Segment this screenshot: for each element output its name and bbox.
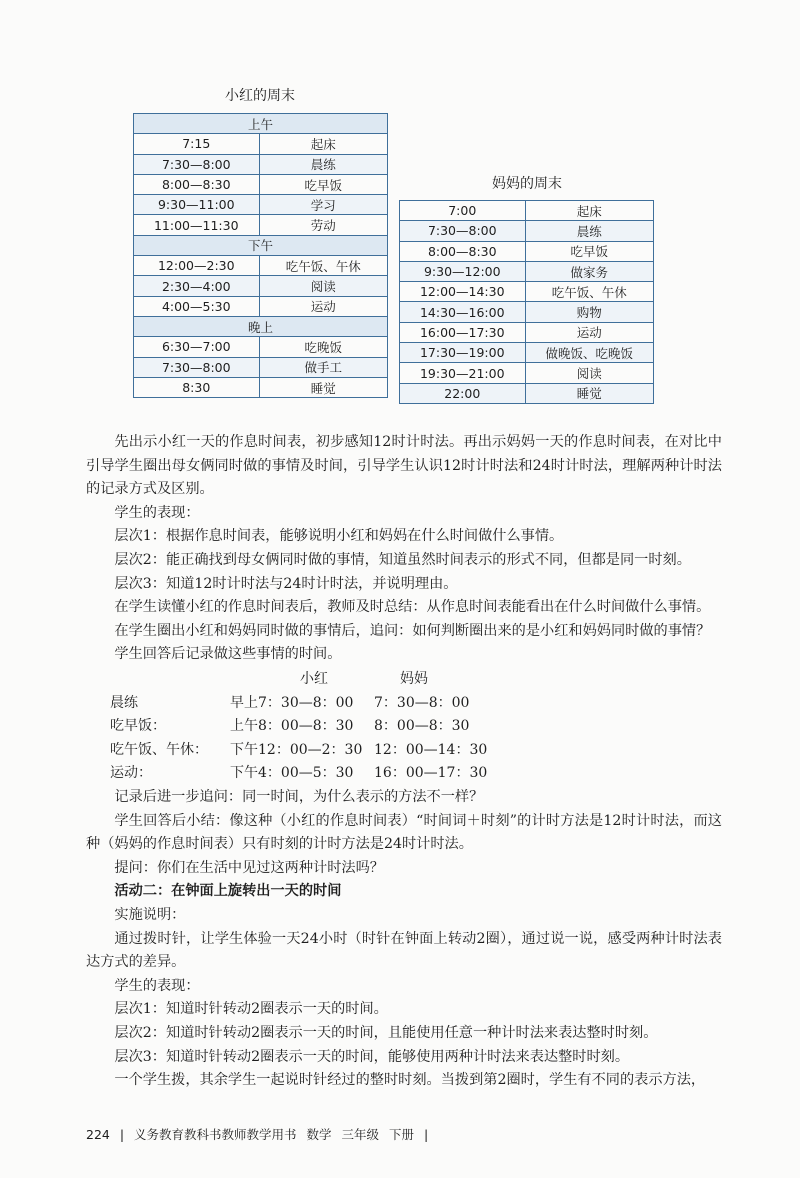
time-cell: 8:30 (134, 377, 260, 397)
paragraph: 层次1：根据作息时间表，能够说明小红和妈妈在什么时间做什么事情。 (114, 528, 564, 545)
paragraph: 一个学生拨，其余学生一起说时针经过的整时时刻。当拨到第2圈时，学生有不同的表示方法， (114, 1072, 706, 1089)
table-row (400, 383, 654, 403)
time-cell: 7:30—8:00 (134, 154, 260, 174)
table-row (134, 134, 388, 154)
comparison-row (110, 739, 530, 763)
xiaohong-schedule-table (133, 113, 388, 398)
body-text-top (86, 431, 722, 667)
activity-cell: 起床 (525, 201, 653, 221)
xiaohong-time: 下午12：00—2：30 (230, 741, 363, 758)
table-row (400, 201, 654, 221)
section-heading: 活动二：在钟面上旋转出一天的时间 (114, 883, 342, 900)
mama-time: 8：00—8：30 (374, 718, 470, 735)
page-footer (86, 1125, 434, 1143)
time-cell: 11:00—11:30 (134, 215, 260, 235)
activity-cell: 劳动 (259, 215, 387, 235)
comparison-row (110, 692, 530, 716)
table-row (400, 221, 654, 241)
paragraph: 学生的表现： (114, 977, 200, 994)
mama-time: 16：00—17：30 (374, 765, 488, 782)
comparison-row (110, 762, 530, 786)
time-cell: 22:00 (400, 383, 526, 403)
activity-cell: 晨练 (525, 221, 653, 241)
table-row (400, 302, 654, 322)
activity-cell: 吃午饭、午休 (525, 282, 653, 302)
activity-cell: 阅读 (525, 363, 653, 383)
table-section-header-row (134, 114, 388, 134)
activity-cell: 睡觉 (525, 383, 653, 403)
time-cell: 9:30—12:00 (400, 261, 526, 281)
paragraph: 实施说明： (114, 906, 186, 923)
paragraph: 学生回答后记录做这些事情的时间。 (114, 646, 342, 663)
activity-cell: 吃早饭 (525, 241, 653, 261)
time-cell: 16:00—17:30 (400, 322, 526, 342)
xiaohong-table-caption: 小红的周末 (225, 88, 295, 104)
grade: 三年级 (341, 1127, 380, 1142)
time-cell: 7:30—8:00 (400, 221, 526, 241)
activity-cell: 做手工 (259, 357, 387, 377)
activity-cell: 起床 (259, 134, 387, 154)
activity-cell: 做家务 (525, 261, 653, 281)
time-cell: 8:00—8:30 (134, 174, 260, 194)
table-row (400, 241, 654, 261)
table-row (134, 195, 388, 215)
table-row (134, 296, 388, 316)
time-cell: 17:30—19:00 (400, 343, 526, 363)
paragraph: 层次2：知道时针转动2圈表示一天的时间，且能使用任意一种计时法来表达整时时刻。 (114, 1024, 658, 1041)
activity-cell: 阅读 (259, 276, 387, 296)
activity-cell: 晨练 (259, 154, 387, 174)
comparison-row (110, 715, 530, 739)
activity-cell: 学习 (259, 195, 387, 215)
activity-cell: 做晚饭、吃晚饭 (525, 343, 653, 363)
time-cell: 2:30—4:00 (134, 276, 260, 296)
activity-label: 运动： (110, 765, 152, 782)
table-row (400, 261, 654, 281)
paragraph: 提问：你们在生活中见过这两种计时法吗？ (114, 859, 384, 876)
activity-cell: 吃午饭、午休 (259, 256, 387, 276)
time-cell: 12:00—14:30 (400, 282, 526, 302)
table-row (134, 377, 388, 397)
section-header: 晚上 (134, 316, 388, 336)
paragraph: 先出示小红一天的作息时间表，初步感知12时计时法。再出示妈妈一天的作息时间表，在对比中引导学生圈出母女俩同时做的事情及时间，引导学生认识12时计时法和24时计时法，理解两种计时法的记录方式及区别。 (86, 434, 722, 498)
activity-cell: 购物 (525, 302, 653, 322)
table-row (400, 322, 654, 342)
mama-schedule-table (399, 200, 654, 404)
time-cell: 7:15 (134, 134, 260, 154)
subject: 数学 (306, 1127, 332, 1142)
xiaohong-time: 上午8：00—8：30 (230, 718, 354, 735)
paragraph: 层次2：能正确找到母女俩同时做的事情，知道虽然时间表示的形式不同，但都是同一时刻。 (114, 551, 691, 568)
time-cell: 9:30—11:00 (134, 195, 260, 215)
table-row (134, 256, 388, 276)
table-row (134, 276, 388, 296)
table-row (400, 282, 654, 302)
activity-cell: 吃晚饭 (259, 337, 387, 357)
footer-separator: | (424, 1127, 429, 1142)
paragraph: 层次1：知道时针转动2圈表示一天的时间。 (114, 1001, 388, 1018)
body-text-bottom (86, 786, 722, 1093)
activity-label: 吃午饭、午休： (110, 741, 208, 758)
footer-separator: | (119, 1127, 125, 1142)
activity-label: 晨练 (110, 694, 138, 711)
book-title: 义务教育教科书教师教学用书 (134, 1127, 297, 1142)
comparison-header (110, 668, 530, 692)
activity-cell: 吃早饭 (259, 174, 387, 194)
paragraph: 学生的表现： (114, 504, 200, 521)
table-row (134, 337, 388, 357)
xiaohong-time: 早上7：30—8：00 (230, 694, 354, 711)
time-cell: 8:00—8:30 (400, 241, 526, 261)
paragraph: 层次3：知道时针转动2圈表示一天的时间，能够使用两种计时法来表达整时时刻。 (114, 1048, 630, 1065)
activity-label: 吃早饭： (110, 718, 166, 735)
table-section-header-row (134, 316, 388, 336)
xiaohong-time: 下午4：00—5：30 (230, 765, 354, 782)
volume: 下册 (389, 1127, 415, 1142)
mama-table-caption: 妈妈的周末 (492, 176, 562, 192)
section-header: 上午 (134, 114, 388, 134)
table-row (134, 174, 388, 194)
table-row (400, 343, 654, 363)
time-comparison (110, 668, 530, 786)
table-row (134, 357, 388, 377)
paragraph: 通过拨时针，让学生体验一天24小时（时针在钟面上转动2圈），通过说一说，感受两种计时法表达方式的差异。 (86, 930, 722, 971)
time-cell: 4:00—5:30 (134, 296, 260, 316)
mama-time: 12：00—14：30 (374, 741, 488, 758)
table-row (400, 363, 654, 383)
time-cell: 12:00—2:30 (134, 256, 260, 276)
comparison-header-mama: 妈妈 (400, 671, 428, 687)
comparison-header-xiaohong: 小红 (300, 671, 328, 687)
page-number: 224 (86, 1127, 110, 1142)
paragraph: 在学生圈出小红和妈妈同时做的事情后，追问：如何判断圈出来的是小红和妈妈同时做的事情？ (114, 622, 711, 639)
mama-time: 7：30—8：00 (374, 694, 470, 711)
activity-cell: 睡觉 (259, 377, 387, 397)
time-cell: 7:30—8:00 (134, 357, 260, 377)
paragraph: 层次3：知道12时计时法与24时计时法，并说明理由。 (114, 575, 458, 592)
activity-cell: 运动 (525, 322, 653, 342)
time-cell: 14:30—16:00 (400, 302, 526, 322)
paragraph: 记录后进一步追问：同一时间，为什么表示的方法不一样？ (114, 789, 484, 805)
paragraph: 在学生读懂小红的作息时间表后，教师及时总结：从作息时间表能看出在什么时间做什么事情。 (114, 599, 711, 616)
time-cell: 6:30—7:00 (134, 337, 260, 357)
activity-cell: 运动 (259, 296, 387, 316)
table-row (134, 154, 388, 174)
section-header: 下午 (134, 235, 388, 255)
time-cell: 19:30—21:00 (400, 363, 526, 383)
time-cell: 7:00 (400, 201, 526, 221)
table-row (134, 215, 388, 235)
paragraph: 学生回答后小结：像这种（小红的作息时间表）“时间词＋时刻”的计时方法是12时计时法，而这种（妈妈的作息时间表）只有时刻的计时方法是24时计时法。 (86, 812, 722, 853)
table-section-header-row (134, 235, 388, 255)
